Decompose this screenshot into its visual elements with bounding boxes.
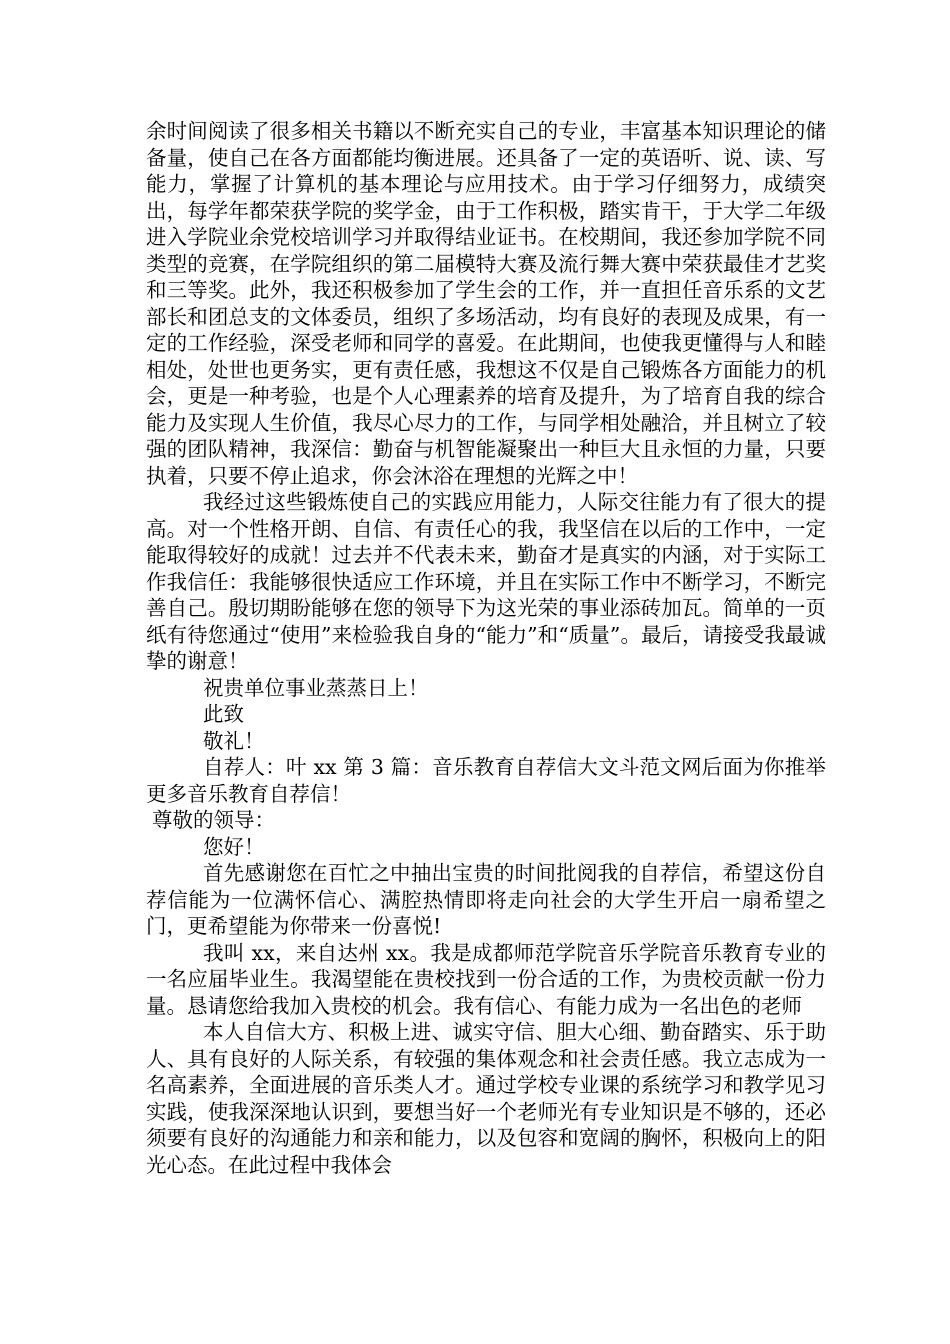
closing-salutation: 此致 xyxy=(203,702,244,726)
paragraph-continuation: 余时间阅读了很多相关书籍以不断充实自己的专业，丰富基本知识理论的储备量，使自己在各方面都能均衡进展。还具备了一定的英语听、说、读、写能力，掌握了计算机的基本理论与应用技术。由于学习仔细努力，成绩突出，每学年都荣获学院的奖学金，由于工作积极，踏实肯干，于大学二年级进入学院业余党校培训学习并取得结业证书。在校期间，我还参加学院不同类型的竞赛，在学院组织的第二届模特大赛及流行舞大赛中荣获最佳才艺奖和三等奖。此外，我还积极参加了学生会的工作，并一直担任音乐系的文艺部长和团总支的文体委员，组织了多场活动，均有良好的表现及成果，有一定的工作经验，深受老师和同学的喜爱。在此期间，也使我更懂得与人和睦相处，处世也更务实，更有责任感，我想这不仅是自己锻炼各方面能力的机会，更是一种考验，也是个人心理素养的培育及提升，为了培育自我的综合能力及实现人生价值，我尽心尽力的工作，与同学相处融洽，并且树立了较强的团队精神，我深信：勤奋与机智能凝聚出一种巨大且永恒的力量，只要执着，只要不停止追求，你会沐浴在理想的光辉之中！ xyxy=(146,119,826,488)
greeting-addressee: 尊敬的领导： xyxy=(152,808,275,832)
greeting-hello: 您好！ xyxy=(203,834,265,859)
paragraph-personality: 本人自信大方、积极上进、诚实守信、胆大心细、勤奋踏实、乐于助人、具有良好的人际关系，有较强的集体观念和社会责任感。我立志成为一名高素养，全面进展的音乐类人才。通过学校专业课的系统学习和教学见习实践，使我深深地认识到，要想当好一个老师光有专业知识是不够的，还必须要有良好的沟通能力和亲和能力，以及包容和宽阔的胸怀，积极向上的阳光心态。在此过程中我体会 xyxy=(146,1020,826,1177)
paragraph-thanks: 首先感谢您在百忙之中抽出宝贵的时间批阅我的自荐信，希望这份自荐信能为一位满怀信心、满腔热情即将走向社会的大学生开启一扇希望之门，更希望能为你带来一份喜悦! xyxy=(146,861,826,938)
paragraph-closing-statement: 我经过这些锻炼使自己的实践应用能力，人际交往能力有了很大的提高。对一个性格开朗、自信、有责任心的我，我坚信在以后的工作中，一定能取得较好的成就！过去并不代表未来，勤奋才是真实的内涵，对于实际工作我信任：我能够很快适应工作环境，并且在实际工作中不断学习，不断完善自己。殷切期盼能够在您的领导下为这光荣的事业添砖加瓦。简单的一页纸有待您通过“使用”来检验我自身的“能力”和“质量”。最后，请接受我最诚挚的谢意！ xyxy=(146,490,826,673)
closing-regards: 敬礼！ xyxy=(203,728,265,753)
paragraph-self-introduction: 我叫 xx，来自达州 xx。我是成都师范学院音乐学院音乐教育专业的一名应届毕业生。我渴望能在贵校找到一份合适的工作，为贵校贡献一份力量。恳请您给我加入贵校的机会。我有信心、有能力成为一名出色的老师 xyxy=(146,940,826,1018)
closing-wish: 祝贵单位事业蒸蒸日上！ xyxy=(203,675,429,700)
document-page xyxy=(146,118,826,1178)
signature-and-next-title: 自荐人：叶 xx 第 3 篇：音乐教育自荐信大文斗范文网后面为你推举更多音乐教育自荐信！ xyxy=(146,755,826,806)
